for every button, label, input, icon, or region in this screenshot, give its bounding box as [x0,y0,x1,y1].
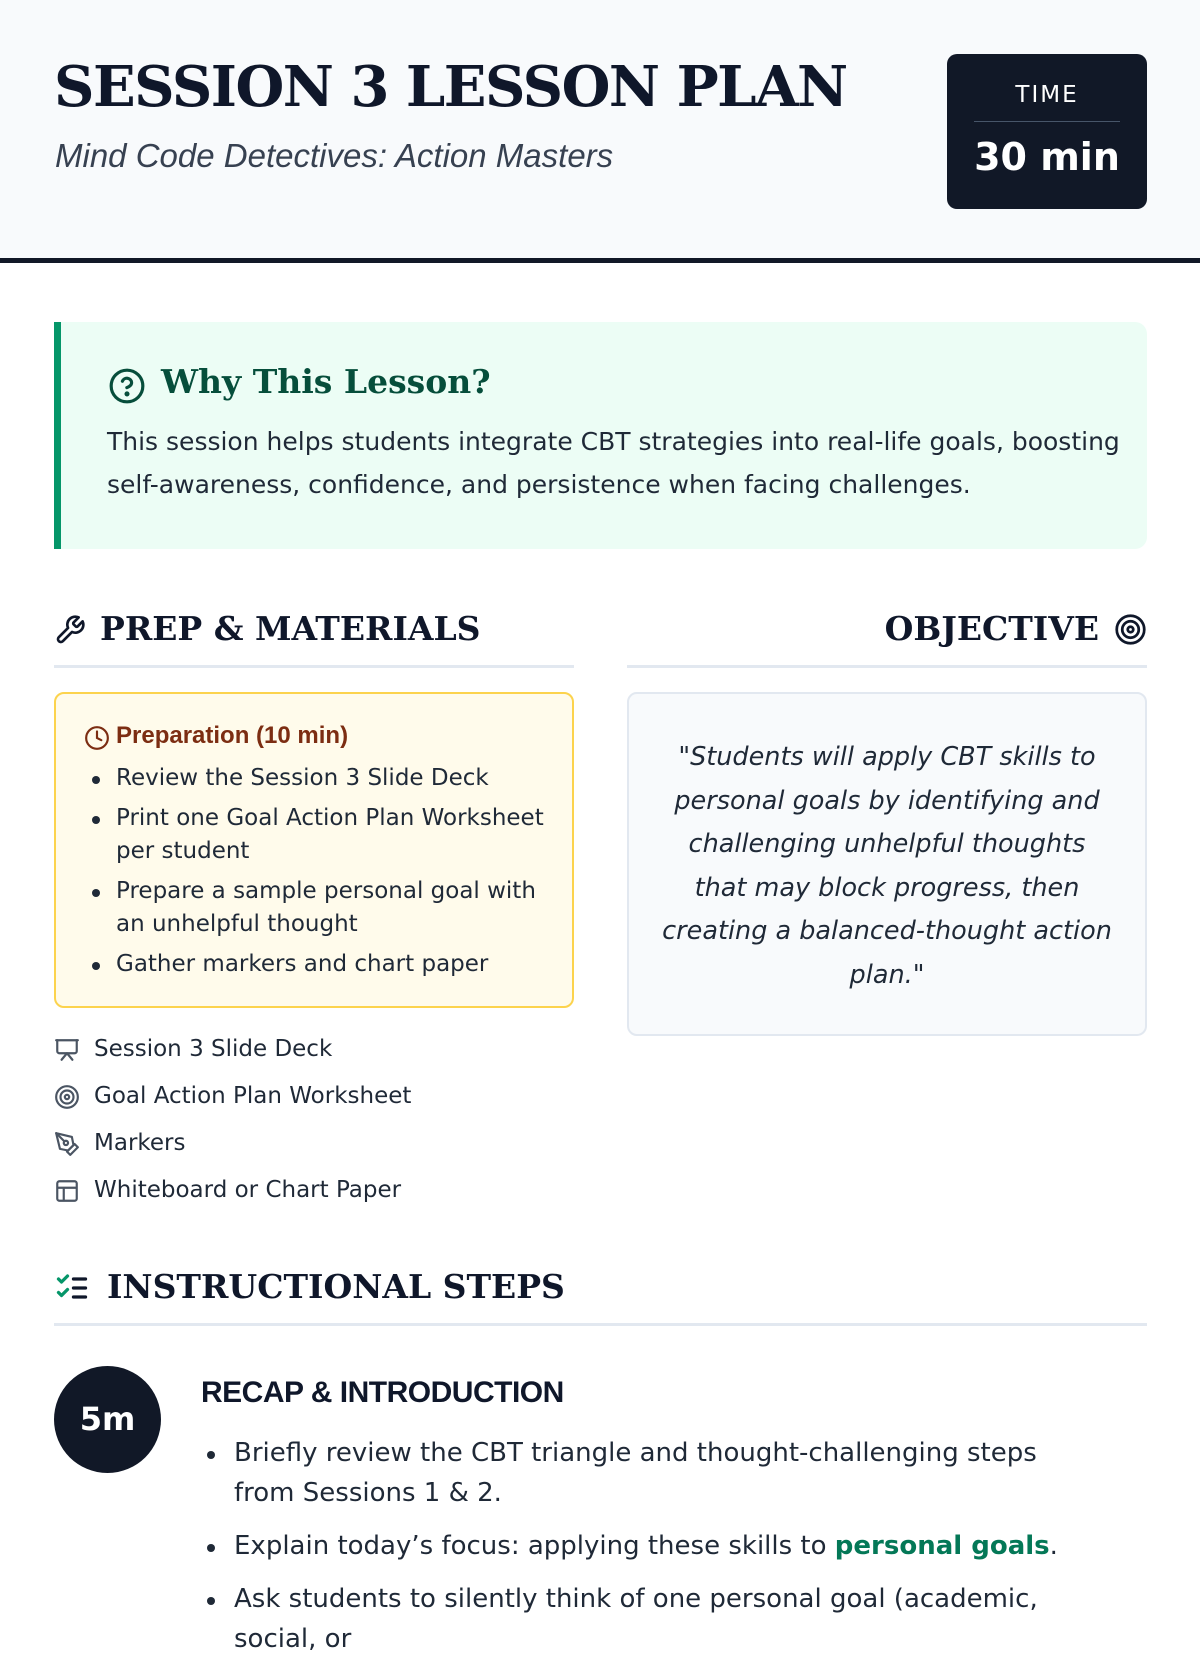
preparation-box [54,692,574,1008]
preparation-list [90,762,550,988]
page-subtitle: Mind Code Detectives: Action Masters [55,137,614,174]
list-item: Gather markers and chart paper [90,948,550,981]
target-icon [1114,613,1147,646]
list-item: Ask students to silently think of one personal goal (academic, social, or [201,1579,1101,1659]
preparation-title: Preparation (10 min) [116,722,349,749]
lesson-header [0,0,1200,263]
material-item [54,1078,574,1125]
material-label: Goal Action Plan Worksheet [94,1083,412,1109]
instructional-steps-heading [54,1262,1147,1326]
material-label: Whiteboard or Chart Paper [94,1177,402,1203]
why-this-lesson-callout [54,322,1147,549]
list-checks-icon [54,1270,90,1306]
layout-icon [54,1178,80,1204]
material-item [54,1172,574,1219]
list-item: Review the Session 3 Slide Deck [90,762,550,795]
step-duration-badge: 5m [54,1366,161,1473]
time-value: 30 min [974,135,1120,179]
materials-list [54,1031,574,1219]
material-item [54,1031,574,1078]
list-item [201,1526,1101,1566]
objective-text: "Students will apply CBT skills to personal goals by identifying and challenging unhelpful thoughts that may block progress, then creating a balanced-thought action plan." [662,742,1112,990]
objective-heading [627,604,1147,668]
time-badge [947,54,1147,209]
objective-title: OBJECTIVE [884,609,1099,648]
marker-icon [54,1131,80,1157]
target-icon [54,1084,80,1110]
step-bullet-list [201,1433,1101,1672]
highlight-text: personal goals [834,1531,1050,1561]
list-item: Briefly review the CBT triangle and thought-challenging steps from Sessions 1 & 2. [201,1433,1101,1513]
list-item: Prepare a sample personal goal with an unhelpful thought [90,875,550,941]
material-label: Session 3 Slide Deck [94,1036,333,1062]
clock-icon [84,725,110,751]
bullet-text: . [1049,1531,1058,1561]
time-label: TIME [974,80,1120,122]
why-text: This session helps students integrate CBT strategies into real-life goals, boosting self-awareness, confidence, and persistence when facing challenges. [107,427,1120,499]
material-item [54,1125,574,1172]
prep-materials-heading [54,604,574,668]
step-title: RECAP & INTRODUCTION [201,1376,564,1409]
list-item: Print one Goal Action Plan Worksheet per student [90,802,550,868]
material-label: Markers [94,1130,186,1156]
objective-box [627,692,1147,1036]
instructional-steps-title: INSTRUCTIONAL STEPS [107,1267,565,1306]
why-title: Why This Lesson? [161,362,491,401]
bullet-text: Explain today’s focus: applying these skills to [234,1531,835,1561]
wrench-icon [54,614,86,646]
page-title: SESSION 3 LESSON PLAN [54,54,847,120]
prep-materials-title: PREP & MATERIALS [100,609,481,648]
presentation-icon [54,1037,80,1063]
question-circle-icon [108,367,146,405]
